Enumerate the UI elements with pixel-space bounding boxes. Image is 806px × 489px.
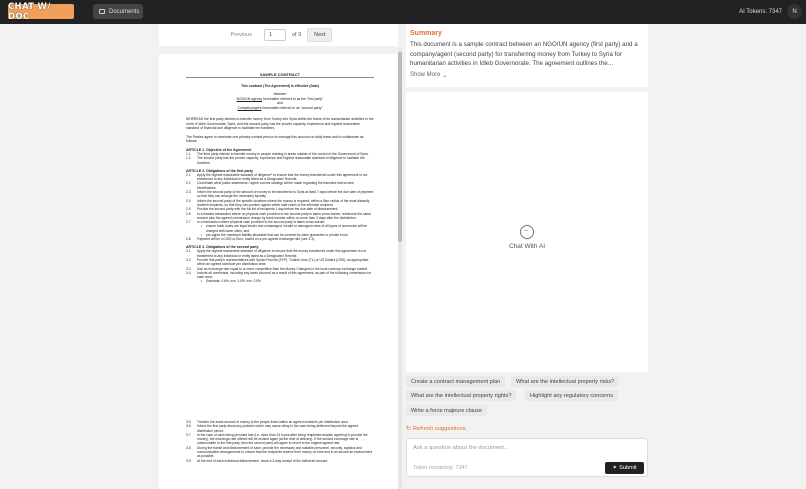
document-page-1 <box>159 54 398 420</box>
item-text: Payment will be in USD or Euro, based on a pre-agreed exchange rate (see 3.3). <box>197 237 316 242</box>
item-text: In a transaction where physical cash provided to the second party is taken cross-border: <box>197 220 326 225</box>
between-text: between <box>273 91 287 96</box>
document-scrollbar-thumb[interactable] <box>398 52 402 242</box>
party1-rest: hereinafter referred to as the "first party" <box>262 96 324 101</box>
nominate-paragraph: The Parties agree to nominate one primary contact person to manage this account on daily basis and to collaborate as follows: <box>186 134 364 144</box>
suggestion-chip[interactable]: Write a force majeure clause <box>406 405 487 416</box>
item-number: 1.2 <box>186 156 191 161</box>
item-number: 2.3 <box>186 190 191 195</box>
item-text: Transfer the exact amount of money to the people listed within an agreed schedule per distribution area. <box>197 420 349 424</box>
item-number: 1.1 <box>186 151 191 156</box>
list-item <box>186 212 374 221</box>
item-number: 2.1 <box>186 172 191 177</box>
party2-rest: hereinafter referred to as "second party" <box>261 106 323 111</box>
page-number-input[interactable]: 1 <box>264 29 286 41</box>
show-more-label: Show More <box>410 72 441 78</box>
list-item <box>186 156 374 165</box>
refresh-suggestions-label: Refresh suggestions <box>412 426 466 432</box>
total-pages: 3 <box>298 32 302 38</box>
next-page-button[interactable]: Next <box>307 28 332 42</box>
chat-bubble-icon <box>520 225 534 239</box>
item-number: 3.8 <box>186 445 191 450</box>
list-item <box>186 199 374 208</box>
list-item <box>186 271 374 280</box>
folder-icon <box>99 9 105 14</box>
document-page-2 <box>159 402 398 489</box>
item-number: 2.6 <box>186 211 191 216</box>
item-number: 3.7 <box>186 432 191 437</box>
chat-input-box <box>406 438 648 477</box>
item-text: Include all overheads, including any taxes incurred as a result of this agreement, as part of the following commission for each area: <box>197 270 372 280</box>
bullet-item: • Sarmada: 0.6%; xxx: 1.0%; xxx: 2.5% <box>186 279 374 283</box>
token-remaining-text: Token remaining: 7347 <box>413 465 468 471</box>
item-number: 2.4 <box>186 198 191 203</box>
bullet-item: • pre-agree the maximum liability allowable that can be covered by bank guarantee or private bond. <box>186 233 374 237</box>
question-input[interactable]: Ask a question about the document... <box>413 445 509 451</box>
item-number: 3.9 <box>186 458 191 463</box>
list-item <box>186 181 374 190</box>
item-text: At the end of each individual disbursement, issue a 3-way receipt of the delivered amount <box>197 458 328 463</box>
item-text: During the transit and disbursement of cash, provide the necessary and suitable personnel, security, logistics and communication arrangements to ensure that the recipients receive their money on time and in as secure an environment as possible. <box>197 445 373 459</box>
bullet-item: • ensure bank notes are legal tender and undamaged. Invalid or damaged notes of all types of currencies will be charged with lower rates; and <box>186 224 374 232</box>
item-number: 2.8 <box>186 237 191 242</box>
list-item <box>186 433 374 446</box>
item-text: Apply the highest reasonable standard of diligence to ensure that the money transferred under this agreement is not transferred to any individual or entity listed as a Designated Terrorist. <box>197 249 366 258</box>
chat-area <box>406 92 648 372</box>
page-of-label <box>292 32 301 38</box>
article3-title: ARTICLE 3. Obligations of the second party <box>186 245 259 250</box>
item-text: The second party has the proven capacity, experience and highest reasonable standard of diligence to facilitate the transfers. <box>197 156 365 165</box>
list-item <box>186 249 374 258</box>
item-number: 2.5 <box>186 207 191 212</box>
list-item <box>186 237 374 241</box>
item-text: Inform the first party about any problem which may cause delay in the cash being delivered beyond the agreed distribution period. <box>197 424 359 433</box>
submit-label: Submit <box>619 465 637 471</box>
suggestion-chip[interactable]: Highlight any regulatory concerns <box>525 390 618 401</box>
item-number: 3.4 <box>186 270 191 275</box>
article1-title: ARTICLE 1. Objective of the Agreement <box>186 147 252 152</box>
chevron-down-icon: ⌄ <box>442 72 448 79</box>
list-item <box>186 258 374 267</box>
documents-button-label: Documents <box>109 8 140 15</box>
whereas-paragraph: WHEREAS the first party desires to transfer money from Turkey into Syria within the frame of its humanitarian activities in the north of Idleb Governorate, Syria, and the second party has the proven capacity, experience and highest reasonable standard of financial due diligence to facilitate the transfers. <box>186 116 374 131</box>
contract-title: SAMPLE CONTRACT <box>186 72 374 78</box>
item-text: Use an exchange rate equal to or more competitive than the Money Changers in the local currency exchange market. <box>197 266 368 271</box>
show-more-button[interactable] <box>410 72 644 79</box>
item-number: 3.6 <box>186 424 191 429</box>
party2-name: Company/agent <box>237 106 262 111</box>
previous-page-button[interactable]: Previous <box>230 32 252 38</box>
effective-line: This contract (The Agreement) is effective (Date) <box>240 84 320 88</box>
app-logo[interactable]: CHAT W/ DOC <box>8 4 74 19</box>
list-item <box>186 173 374 182</box>
user-avatar[interactable]: N <box>787 4 802 19</box>
top-bar <box>0 0 806 24</box>
item-number: 3.5 <box>186 420 191 424</box>
list-item <box>186 446 374 459</box>
chat-with-ai-label: Chat With AI <box>508 242 546 250</box>
party2-line <box>186 106 374 111</box>
item-number: 2.2 <box>186 181 191 186</box>
item-text: The third party intends to transfer money to people residing in areas outside of the control of the Government of Syria. <box>197 151 369 156</box>
summary-heading: Summary <box>410 30 442 37</box>
refresh-icon: ↻ <box>406 426 411 432</box>
sparkle-icon: ✦ <box>612 465 618 471</box>
article2-title: ARTICLE 2. Obligations of the first party <box>186 168 253 173</box>
of-text: of <box>291 32 297 38</box>
item-text: Provide first party's representatives with Syrian Pounds (SYP), Turkish Liras (TL) or US Dollars (USD), as appropriate, within an agreed schedule per distribution area. <box>197 257 370 267</box>
item-text: In the case of cash being provided late (i.e. more than 24 hours after being requested despite agreeing to provide the money), the exchange rate offered will be revised again (at the time of delivery). If the second exchange rate is unfavourable to the first party, then the second party will agree to revert to the original agreed rate. <box>197 432 368 446</box>
item-number: 3.3 <box>186 266 191 271</box>
list-item <box>186 190 374 199</box>
item-text: Inform the second party of the amount of money to be transferred to Syria at least 7 days before the due date of payment so that they can arrange the necessary liquidity. <box>197 190 374 199</box>
item-text: In a hawala transaction where no physical cash provided to the second party is taken cross-border, reimburse the same amount plus the agreed commission charge by bank transfer within no more than 3 days after the distribution. <box>197 211 372 220</box>
item-text: Apply the highest reasonable standard of diligence* to ensure that the money transferred under this agreement is not transferred to any individual or entity listed as a Designated Terrorist. <box>197 172 368 182</box>
list-item <box>186 459 374 463</box>
summary-text: This document is a sample contract between an NGO/UN agency (first party) and a company/agent (second party) for transferring money from Turkey to Syria for humanitarian activities in Idleb Governorate. The agreement outlines the… <box>410 41 638 67</box>
item-text: Inform the second party of the specific locations where the money is required, within a 5km radius of the most distantly located recipients, so that they can position agents within safe reach of the intended recipient. <box>197 198 370 207</box>
item-number: 3.1 <box>186 249 191 254</box>
documents-button[interactable] <box>93 4 143 19</box>
item-text: Provide the second party with the full list of recipients 1 day before the due date of disbursement. <box>197 207 339 212</box>
suggestion-chip[interactable]: What are the intellectual property rights? <box>406 390 516 401</box>
pagination-bar <box>159 24 398 46</box>
party1-name: NGO/UN agency <box>236 96 263 101</box>
item-text: Coordinate what public statements / agree comms strategy will be made regarding the transfers that involve beneficiaries. <box>197 181 354 190</box>
suggestion-chip[interactable]: What are the intellectual property risks? <box>511 376 619 387</box>
item-number: 3.2 <box>186 257 191 262</box>
summary-panel <box>406 24 648 87</box>
ai-tokens-counter: AI Tokens: 7347 <box>739 9 782 15</box>
item-number: 2.7 <box>186 220 191 225</box>
refresh-suggestions-button[interactable] <box>406 426 466 432</box>
submit-button[interactable] <box>605 462 644 474</box>
suggestion-chip[interactable]: Create a contract management plan <box>406 376 505 387</box>
list-item <box>186 424 374 433</box>
document-viewer <box>159 24 403 489</box>
and-text: and <box>277 101 283 106</box>
